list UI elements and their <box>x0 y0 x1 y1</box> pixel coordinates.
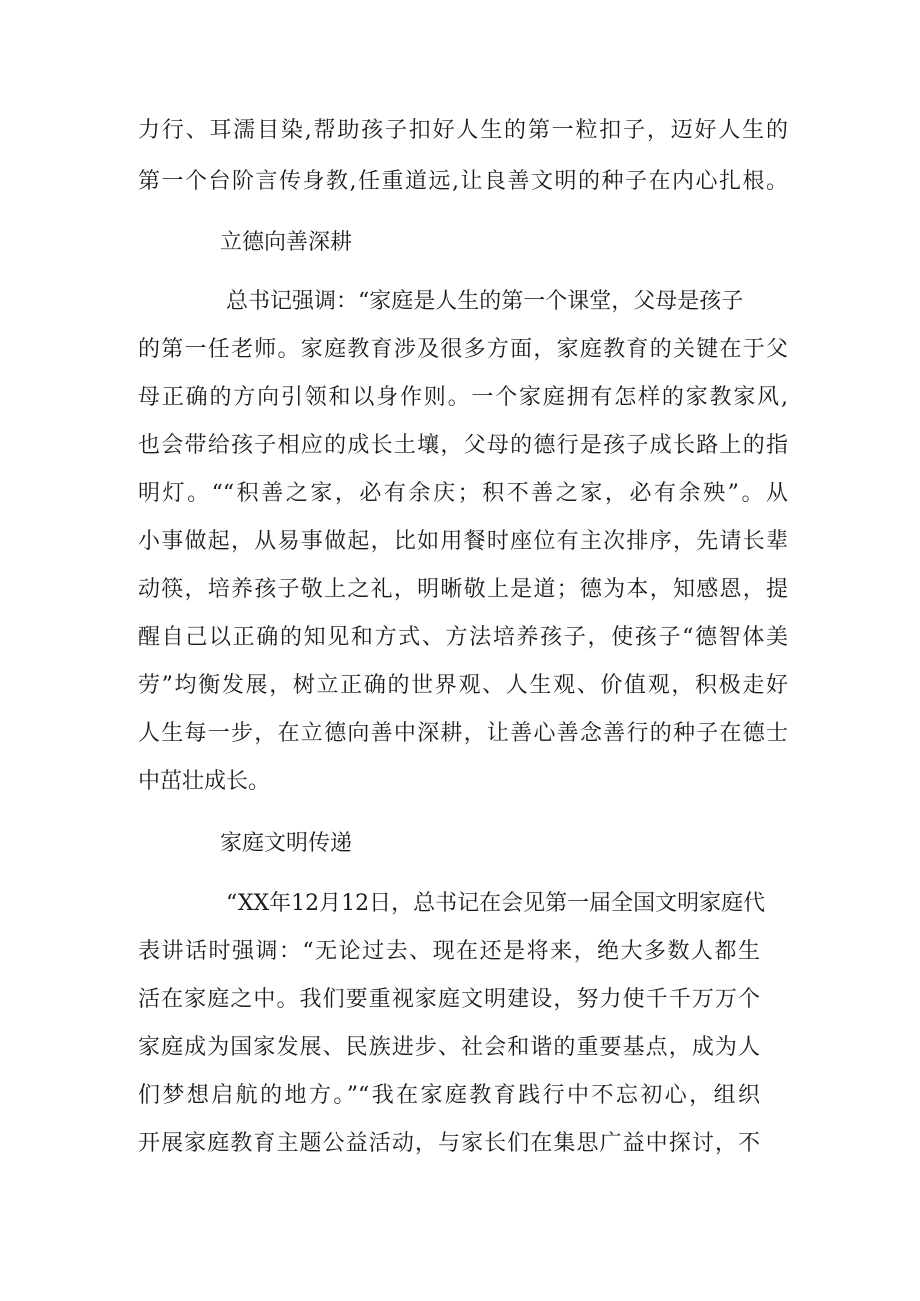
paragraph-line: 力行、耳濡目染,帮助孩子扣好人生的第一粒扣子，迈好人生的 <box>138 118 788 143</box>
paragraph-line: 醒自己以正确的知见和方式、方法培养孩子，使孩子“德智体美 <box>138 625 788 650</box>
section-heading: 立德向善深耕 <box>220 230 353 255</box>
paragraph-line: 也会带给孩子相应的成长土壤，父母的德行是孩子成长路上的指 <box>138 433 788 458</box>
paragraph-line: “XX年12月12日，总书记在会见第一届全国文明家庭代 <box>226 891 766 916</box>
paragraph-line: 明灯。““积善之家，必有余庆；积不善之家，必有余殃”。从 <box>138 481 788 506</box>
paragraph-line: 表讲话时强调：“无论过去、现在还是将来，绝大多数人都生 <box>138 939 760 964</box>
paragraph-line: 人生每一步，在立德向善中深耕，让善心善念善行的种子在德士 <box>138 721 788 746</box>
paragraph-line: 中茁壮成长。 <box>138 769 271 794</box>
paragraph-line: 的第一任老师。家庭教育涉及很多方面，家庭教育的关键在于父 <box>138 337 788 362</box>
paragraph-line: 总书记强调：“家庭是人生的第一个课堂，父母是孩子 <box>226 289 744 314</box>
paragraph-line: 母正确的方向引领和以身作则。一个家庭拥有怎样的家教家风, <box>138 385 788 410</box>
paragraph-line: 家庭成为国家发展、民族进步、社会和谐的重要基点，成为人 <box>138 1035 760 1060</box>
paragraph-line: 第一个台阶言传身教,任重道远,让良善文明的种子在内心扎根。 <box>138 169 788 194</box>
paragraph-line: 劳”均衡发展，树立正确的世界观、人生观、价值观，积极走好 <box>138 673 788 698</box>
paragraph-line: 动筷，培养孩子敬上之礼，明晰敬上是道；德为本，知感恩，提 <box>138 577 788 602</box>
section-heading: 家庭文明传递 <box>220 831 353 856</box>
paragraph-line: 们梦想启航的地方。”“我在家庭教育践行中不忘初心，组织 <box>138 1083 760 1108</box>
paragraph-line: 小事做起，从易事做起，比如用餐时座位有主次排序，先请长辈 <box>138 529 788 554</box>
paragraph-line: 开展家庭教育主题公益活动，与家长们在集思广益中探讨，不 <box>138 1131 760 1156</box>
paragraph-line: 活在家庭之中。我们要重视家庭文明建设，努力使千千万万个 <box>138 987 760 1012</box>
